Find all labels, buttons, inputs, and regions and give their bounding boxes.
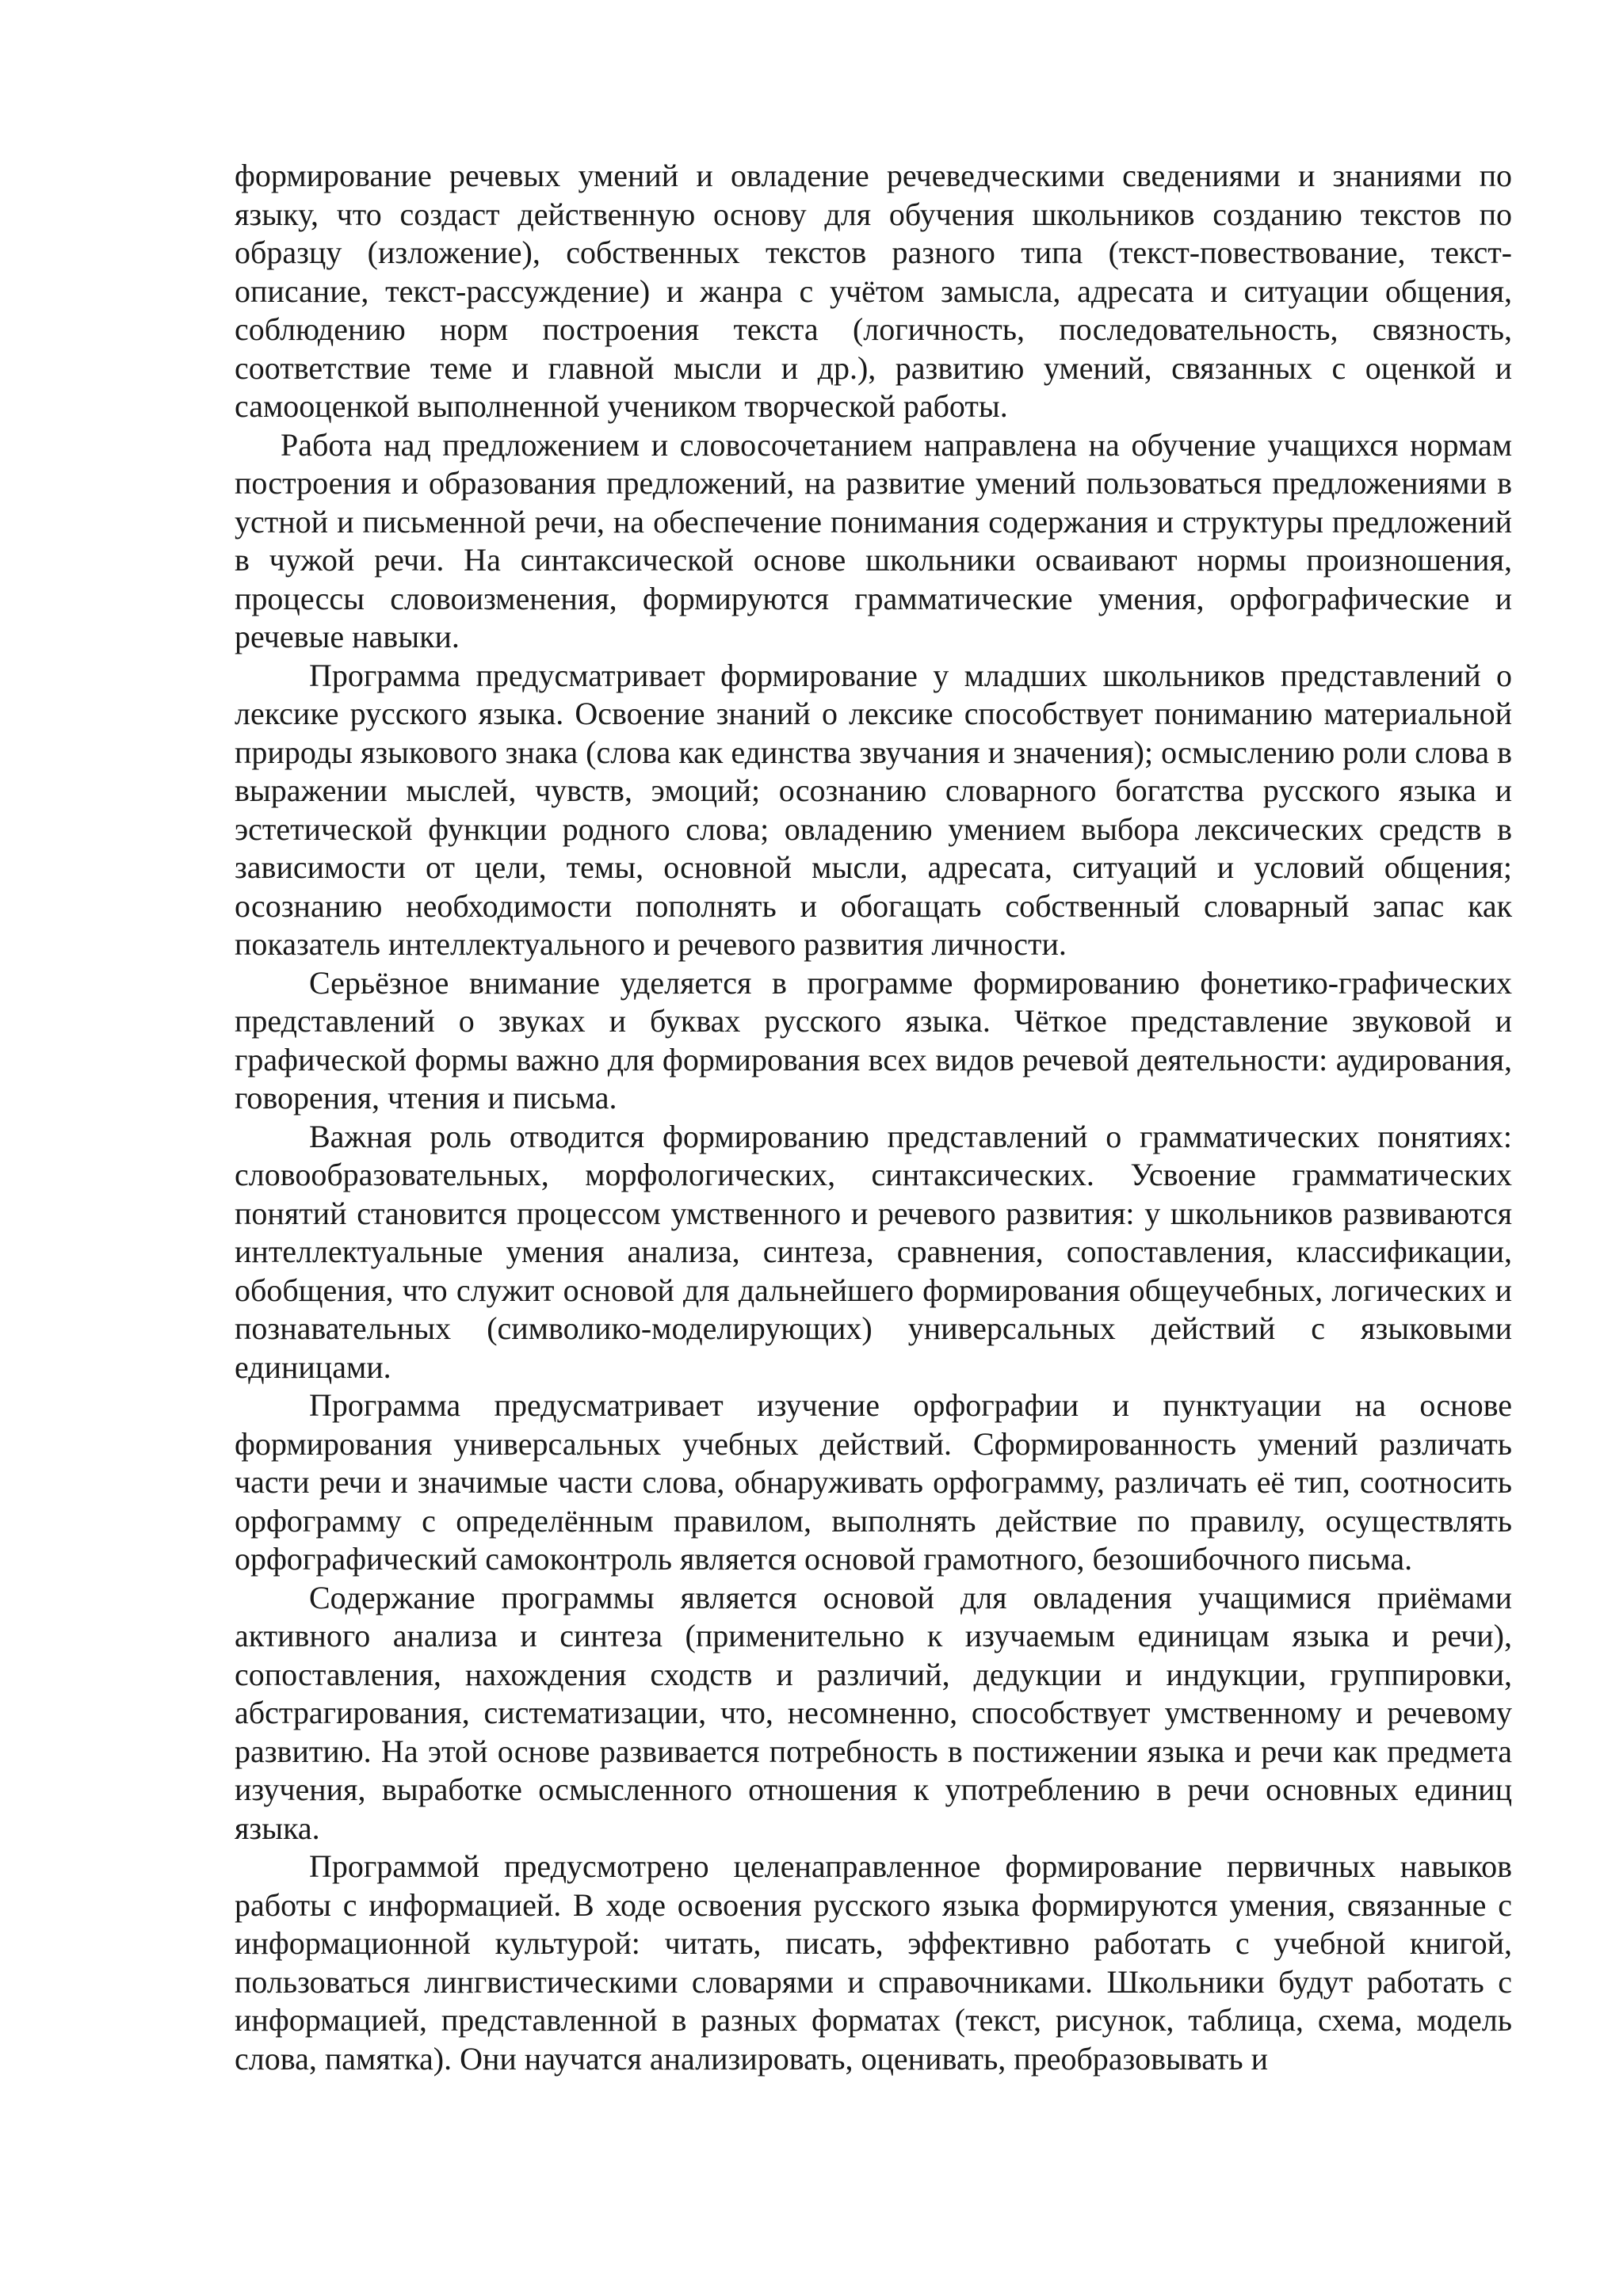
paragraph-continuation: формирование речевых умений и овладение речеведческими сведениями и знаниями по языку, что создаст действенную основу для обучения школьников созданию текстов по образцу (изложение), собственных текстов разного типа (текст-повествование, текст-описание, текст-рассуждение) и жанра с учётом замысла, адресата и ситуации общения, соблюдению норм построения текста (логичность, последовательность, связность, соответствие теме и главной мысли и др.), развитию умений, связанных с оценкой и самооценкой выполненной учеником творческой работы.	[235, 158, 1512, 424]
paragraph-phonetics: Серьёзное внимание уделяется в программе формированию фонетико-графических представлений о звуках и буквах русского языка. Чёткое представление звуковой и графической формы важно для формирования всех видов речевой деятельности: аудирования, говорения, чтения и письма.	[235, 964, 1512, 1116]
paragraph-sentence-work: Работа над предложением и словосочетанием направлена на обучение учащихся нормам построения и образования предложений, на развитие умений пользоваться предложениями в устной и письменной речи, на обеспечение понимания содержания и структуры предложений в чужой речи. На синтаксической основе школьники осваивают нормы произношения, процессы словоизменения, формируются грамматические умения, орфографические и речевые навыки.	[235, 426, 1512, 654]
document-page	[235, 157, 1512, 2078]
paragraph-grammar: Важная роль отводится формированию представлений о грамматических понятиях: словообразовательных, морфологических, синтаксических. Усвоение грамматических понятий становится процессом умственного и речевого развития: у школьников развиваются интеллектуальные умения анализа, синтеза, сравнения, сопоставления, классификации, обобщения, что служит основой для дальнейшего формирования общеучебных, логических и познавательных (символико-моделирующих) универсальных действий с языковыми единицами.	[235, 1118, 1512, 1385]
paragraph-content: Содержание программы является основой для овладения учащимися приёмами активного анализа и синтеза (применительно к изучаемым единицам языка и речи), сопоставления, нахождения сходств и различий, дедукции и индукции, группировки, абстрагирования, систематизации, что, несомненно, способствует умственному и речевому развитию. На этой основе развивается потребность в постижении языка и речи как предмета изучения, выработке осмысленного отношения к употреблению в речи основных единиц языка.	[235, 1579, 1512, 1846]
paragraph-orthography: Программа предусматривает изучение орфографии и пунктуации на основе формирования универсальных учебных действий. Сформированность умений различать части речи и значимые части слова, обнаруживать орфограмму, различать её тип, соотносить орфограмму с определённым правилом, выполнять действие по правилу, осуществлять орфографический самоконтроль является основой грамотного, безошибочного письма.	[235, 1387, 1512, 1577]
paragraph-lexicon: Программа предусматривает формирование у младших школьников представлений о лексике русского языка. Освоение знаний о лексике способствует пониманию материальной природы языкового знака (слова как единства звучания и значения); осмыслению роли слова в выражении мыслей, чувств, эмоций; осознанию словарного богатства русского языка и эстетической функции родного слова; овладению умением выбора лексических средств в зависимости от цели, темы, основной мысли, адресата, ситуаций и условий общения; осознанию необходимости пополнять и обогащать собственный словарный запас как показатель интеллектуального и речевого развития личности.	[235, 657, 1512, 962]
paragraph-information: Программой предусмотрено целенаправленное формирование первичных навыков работы с информацией. В ходе освоения русского языка формируются умения, связанные с информационной культурой: читать, писать, эффективно работать с учебной книгой, пользоваться лингвистическими словарями и справочниками. Школьники будут работать с информацией, представленной в разных форматах (текст, рисунок, таблица, схема, модель слова, памятка). Они научатся анализировать, оценивать, преобразовывать и	[235, 1848, 1512, 2077]
